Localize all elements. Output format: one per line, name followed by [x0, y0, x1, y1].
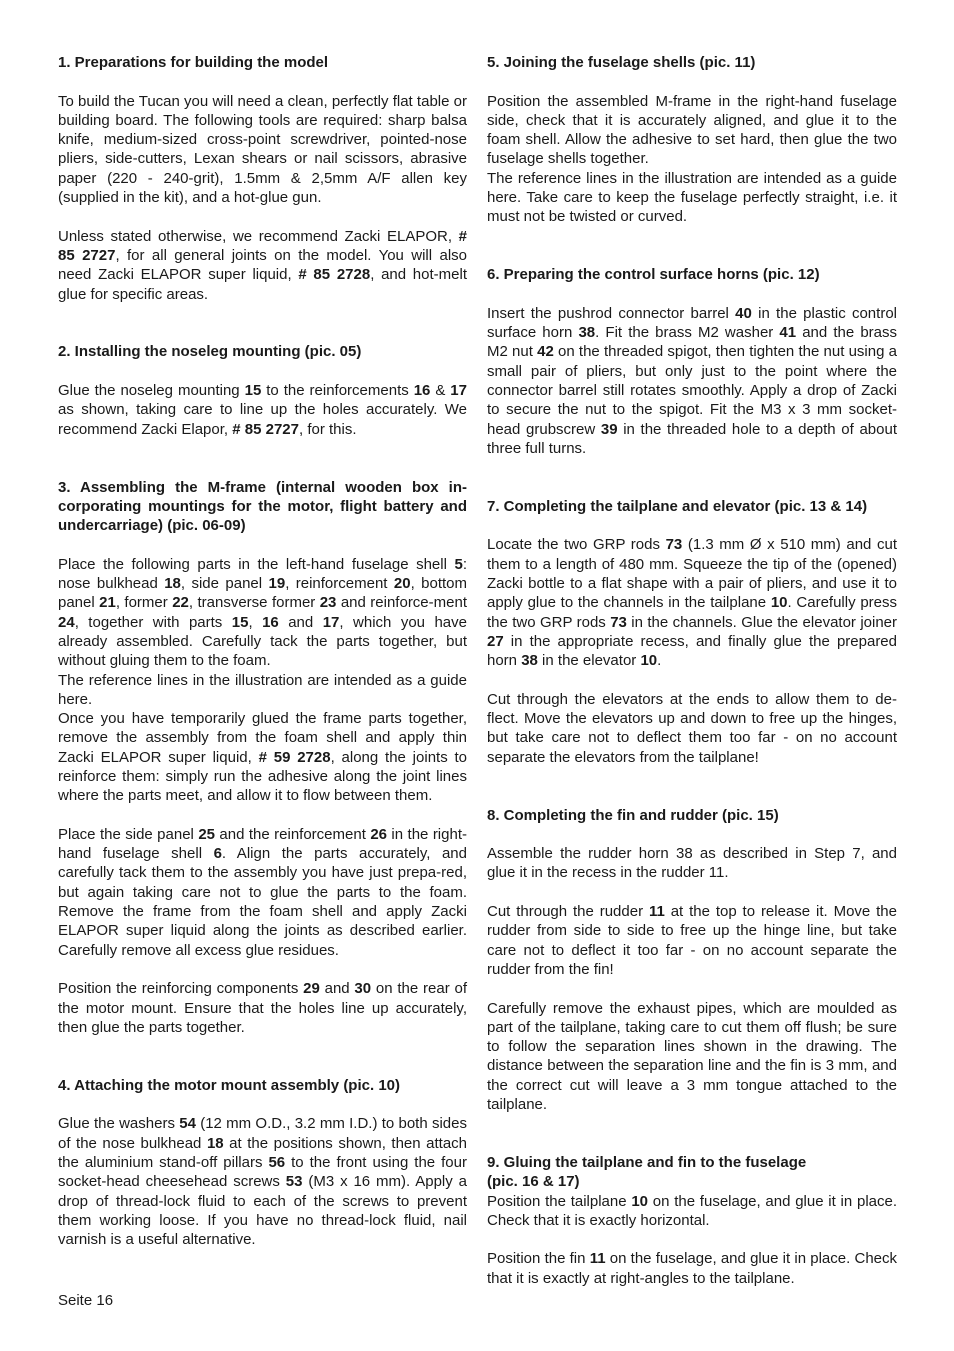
section-heading: 1. Preparations for building the model: [58, 54, 329, 71]
paragraph: Place the side panel 25 and the reinforcement 26 in the right-hand fuselage shell 6. Align the parts accurately, and carefully tack them to the assembly you have just prepa-red, but again taking care not to glue the parts to the foam. Remove the frame from the foam shell and apply Zacki ELAPOR super liquid along the joints as described earlier. Carefully remove all excess glue residues.: [58, 825, 467, 959]
section-heading: 5. Joining the fuselage shells (pic. 11): [487, 54, 756, 71]
section-1: [58, 53, 467, 304]
paragraph: Carefully remove the exhaust pipes, which are moulded as part of the tailplane, taking care to cut them off flush; be sure to follow the separation lines shown in the drawing. The distance between the separation line and the fin is 3 mm, and the correct cut will leave a 3 mm tongue attached to the tailplane.: [487, 999, 897, 1114]
section-heading: 7. Completing the tailplane and elevator (pic. 13 & 14): [487, 497, 868, 515]
paragraph: Glue the noseleg mounting 15 to the reinforcements 16 & 17 as shown, taking care to line up the holes accurately. We recommend Zacki Elapor, # 85 2727, for this.: [58, 382, 467, 438]
section-heading: 9. Gluing the tailplane and fin to the fuselage (pic. 16 & 17): [487, 1153, 807, 1191]
paragraph: Insert the pushrod connector barrel 40 in the plastic control surface horn 38. Fit the brass M2 washer 41 and the brass M2 nut 42 on the threaded spigot, then tighten the nut using a small pair of pliers, but only just to the point where the connector barrel still rotates smoothly. Apply a drop of Zacki to secure the nut to the spigot. Fit the M3 x 3 mm socket-head grubscrew 39 in the threaded hole to a depth of about three full turns.: [487, 304, 898, 457]
paragraph: To build the Tucan you will need a clean, perfectly flat table or building board. The following tools are required: sharp balsa knife, medium-sized cross-point screwdriver, pointed-nose pliers, side-cutters, Lexan shears or nail scissors, abrasive paper (220 - 240-grit), 1.5mm & 2,5mm A/F allen key (supplied in the kit), and a hot-glue gun.: [58, 92, 467, 207]
paragraph: Place the following parts in the left-hand fuselage shell 5: nose bulkhead 18, side panel 19, reinforcement 20, bottom panel 21, former 22, transverse former 23 and reinforce-ment 24, together with parts 15, 16 and 17, which you have already assembled. Carefully tack the parts together, but without gluing them to the foam.: [58, 555, 467, 670]
paragraph: Position the tailplane 10 on the fuselage, and glue it in place. Check that it is exactly horizontal.: [487, 1192, 897, 1229]
paragraph: Assemble the rudder horn 38 as described in Step 7, and glue it in the recess in the rudder 11.: [487, 845, 897, 882]
paragraph: Position the fin 11 on the fuselage, and glue it in place. Check that it is exactly at right-angles to the tailplane.: [487, 1250, 898, 1287]
section-3: [58, 478, 467, 1038]
paragraph: The reference lines in the illustration are intended as a guide here. Take care to keep the fuselage perfectly straight, i.e. it must not be twisted or curved.: [487, 169, 897, 226]
section-6: [487, 265, 897, 458]
section-heading: 6. Preparing the control surface horns (pic. 12): [487, 266, 820, 284]
section-8: [487, 806, 897, 1115]
section-heading: 2. Installing the noseleg mounting (pic. 05): [58, 343, 362, 361]
section-2: [58, 342, 467, 438]
section-9: [487, 1153, 897, 1288]
section-heading: 8. Completing the fin and rudder (pic. 15): [487, 806, 779, 824]
paragraph: Once you have temporarily glued the frame parts together, remove the assembly from the foam shell and apply thin Zacki ELAPOR super liquid, # 59 2728, along the joints to reinforce them: simply run the adhesive along the joint lines where the parts meet, and allow it to flow between them.: [58, 710, 468, 805]
paragraph: Position the reinforcing components 29 and 30 on the rear of the motor mount. Ensure that the holes line up accurately, then glue the parts together.: [58, 980, 467, 1036]
paragraph: Cut through the rudder 11 at the top to release it. Move the rudder from side to side to free up the hinge line, but take care not to deflect it too far - on no account separate the rudder from the fin!: [487, 903, 897, 978]
right-column: [487, 53, 897, 1288]
paragraph: Glue the washers 54 (12 mm O.D., 3.2 mm I.D.) to both sides of the nose bulkhead 18 at the positions shown, then attach the aluminium stand-off pillars 56 to the front using the four socket-head cheesehead screws 53 (M3 x 16 mm). Apply a drop of thread-lock fluid to each of the screws to prevent them working loose. If you have no thread-lock fluid, nail varnish is a useful alternative.: [58, 1115, 467, 1249]
left-column: [58, 53, 467, 1249]
section-7: [487, 497, 897, 767]
paragraph: Locate the two GRP rods 73 (1.3 mm Ø x 510 mm) and cut them to a length of 480 mm. Squeeze the tip of the (opened) Zacki bottle to a flat shape with a pair of pliers, and use it to apply glue to the channels in the tailplane 10. Carefully press the two GRP rods 73 in the channels. Glue the elevator joiner 27 in the appropriate recess, and finally glue the prepared horn 38 in the elevator 10.: [487, 536, 897, 670]
paragraph: Cut through the elevators at the ends to allow them to de-flect. Move the elevators up and down to free up the hinges, but take care not to deflect them too far - on no account separate the elevators from the tailplane!: [487, 690, 897, 766]
section-4: [58, 1076, 467, 1250]
page-number: Seite 16: [58, 1292, 114, 1309]
paragraph: Position the assembled M-frame in the right-hand fuselage side, check that it is accurately aligned, and glue it to the foam shell. Allow the adhesive to set hard, then glue the two fuselage shells together.: [487, 92, 897, 168]
section-heading: 4. Attaching the motor mount assembly (pic. 10): [58, 1076, 400, 1094]
section-heading: 3. Assembling the M-frame (internal wooden box in-corporating mountings for the motor, flight battery and undercarriage) (pic. 06-09): [58, 478, 467, 535]
section-5: [487, 53, 897, 227]
paragraph: Unless stated otherwise, we recommend Zacki ELAPOR, # 85 2727, for all general joints on the model. You will also need Zacki ELAPOR super liquid, # 85 2728, and hot-melt glue for specific areas.: [58, 227, 467, 303]
paragraph: The reference lines in the illustration are intended as a guide here.: [58, 671, 467, 708]
